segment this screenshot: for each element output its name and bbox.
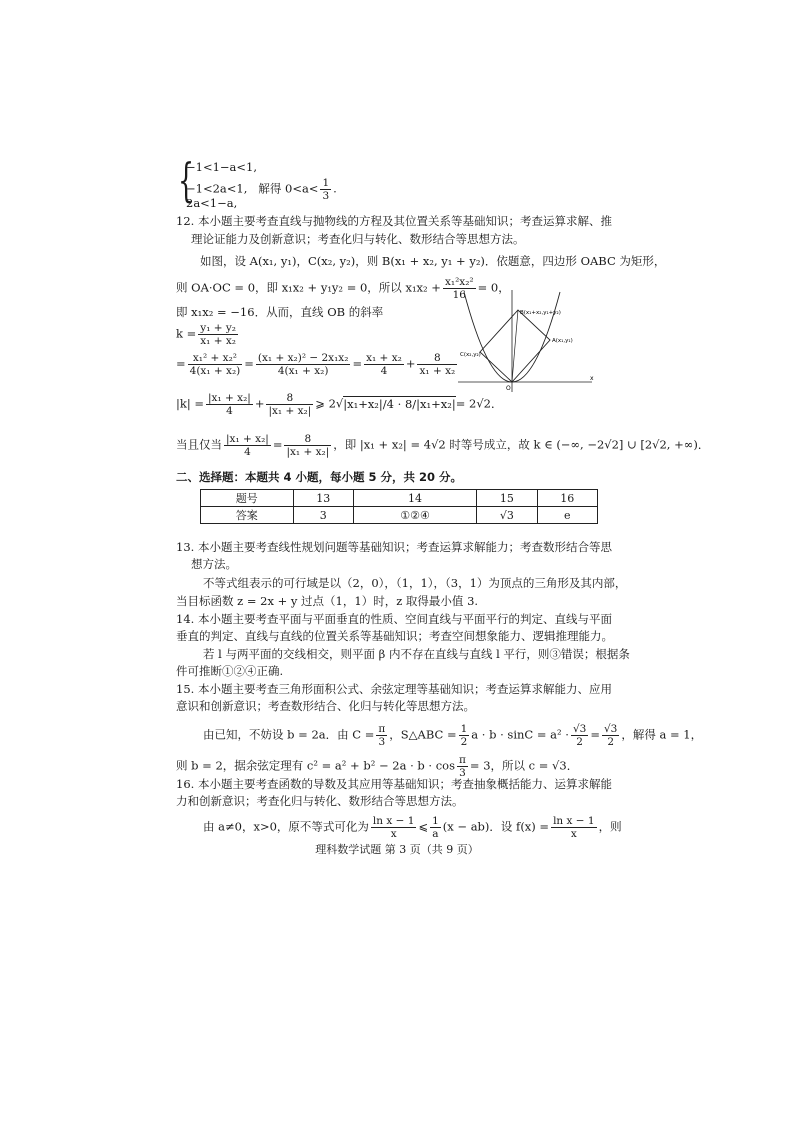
q13-line-4: 当目标函数 z = 2x + y 过点（1，1）时，z 取得最小值 3. (176, 594, 479, 608)
q12-line-3: 如图，设 A(x₁, y₁)，C(x₂, y₂)，则 B(x₁ + x₂, y₁ + y₂)．依题意，四边形 OABC 为矩形， (200, 254, 666, 268)
q12-inequality: |k| = $\frac{\text{|x₁ + x₂|}}{4}$ + $\frac{8}{\text{|x₁ + x₂|}}$ ⩾ 2√|x₁+x₂|/4 · 8/|x₁+x₂|= 2√2． (176, 392, 503, 417)
fraction: $\frac{\text{x₁²x₂²}}{16}$ (444, 276, 474, 301)
q13-line-3: 不等式组表示的可行域是以（2，0），（1，1），（3，1）为顶点的三角形及其内部， (203, 576, 627, 590)
fraction: $\frac{\text{x₁² + x₂²}}{\text{4(x₁ + x₂)}}$ (189, 352, 241, 377)
q12-slope-def: k = $\frac{\text{y₁ + y₂}}{\text{x₁ + x₂}}$ (176, 322, 237, 347)
system-row-1: −1<1−a<1, (186, 160, 258, 174)
fraction: $\frac{\text{(x₁ + x₂)² − 2x₁x₂}}{\text{4(x₁ + x₂)}}$ (257, 352, 349, 377)
parabola-figure (458, 288, 598, 396)
table-cell: e (537, 507, 597, 524)
diagonal-ob (512, 310, 518, 382)
fraction: $\frac{\text{ln x − 1}}{x}$ (372, 815, 415, 840)
q13-line-1: 13. 本小题主要考查线性规划问题等基础知识；考查运算求解能力；考查数形结合等思 (176, 540, 612, 554)
system-row-3: 2a<1−a, (186, 196, 238, 210)
q14-line-2: 垂直的判定、直线与直线的位置关系等基础知识；考查空间想象能力、逻辑推理能力。 (176, 629, 613, 643)
q15-line-3: 由已知，不妨设 b = 2a．由 C = $\frac{\pi}{3}$ ，S△ABC = $\frac{1}{2}$ a · b · sinC = a² · $\frac{√3}{2}$ = $\frac{√3}{2}$ ，解得 a = 1， (203, 723, 703, 748)
label-o: O (506, 385, 511, 392)
fraction: $\frac{\pi}{3}$ (459, 754, 466, 779)
fraction: $\frac{√3}{2}$ (603, 723, 618, 748)
table-cell: √3 (477, 507, 537, 524)
fraction: $\frac{\text{ln x − 1}}{x}$ (553, 815, 595, 840)
table-header-row (201, 490, 598, 507)
fraction: $\frac{\text{y₁ + y₂}}{\text{x₁ + x₂}}$ (200, 322, 237, 347)
fraction: $\frac{1}{a}$ (432, 815, 439, 840)
label-c: C(x₂,y₂) (460, 352, 481, 358)
fraction: $\frac{\pi}{3}$ (378, 723, 386, 748)
q14-line-4: 件可推断①②④正确. (176, 664, 284, 678)
label-x: x (590, 375, 594, 382)
table-cell: 题号 (201, 490, 294, 507)
q12-equality-cond: 当且仅当 $\frac{\text{|x₁ + x₂|}}{4}$ = $\frac{8}{\text{|x₁ + x₂|}}$ ，即 |x₁ + x₂| = 4√2 时等号成立，故 k ∈ (−∞, −2√2] ∪ [2√2, +∞)． (176, 433, 710, 458)
q12-line-5: 即 x₁x₂ = −16．从而，直线 OB 的斜率 (176, 305, 384, 319)
page-footer: 理科数学试题 第 3 页（共 9 页） (315, 843, 479, 856)
label-b: B(x₁+x₂,y₁+y₂) (520, 310, 561, 316)
q16-line-1: 16. 本小题主要考查函数的导数及其应用等基础知识；考查抽象概括能力、运算求解能 (176, 777, 612, 791)
table-cell: 16 (537, 490, 597, 507)
system-row-2: −1<2a<1, 解得 0<a< $\frac{1}{3}$ . (186, 177, 337, 202)
q14-line-3: 若 l 与两平面的交线相交，则平面 β 内不存在直线与直线 l 平行，则③错误；根据条 (203, 647, 630, 661)
q12-line-1: 12. 本小题主要考查直线与抛物线的方程及其位置关系等基础知识；考查运算求解、推 (176, 214, 612, 228)
fraction: $\frac{\text{x₁ + x₂}}{4}$ (366, 352, 402, 377)
fraction: $\frac{8}{\text{|x₁ + x₂|}}$ (268, 392, 312, 417)
fraction: $\frac{1}{3}$ (322, 177, 330, 202)
table-cell: 答案 (201, 507, 294, 524)
q15-line-2: 意识和创新意识；考查数形结合、化归与转化等思想方法。 (176, 699, 475, 713)
q16-line-2: 力和创新意识；考查化归与转化、数形结合等思想方法。 (176, 794, 464, 808)
q15-line-4: 则 b = 2，据余弦定理有 c² = a² + b² − 2a · b · cos $\frac{\pi}{3}$ = 3，所以 c = √3． (176, 754, 579, 779)
q12-line-2: 理论证能力及创新意识；考查化归与转化、数形结合等思想方法。 (191, 232, 525, 246)
fraction: $\frac{8}{\text{|x₁ + x₂|}}$ (286, 433, 330, 458)
q13-line-2: 想方法。 (191, 557, 237, 571)
table-cell: ①②④ (353, 507, 476, 524)
fraction: $\frac{\text{|x₁ + x₂|}}{4}$ (208, 392, 251, 417)
fraction: $\frac{\text{|x₁ + x₂|}}{4}$ (226, 433, 269, 458)
q12-line-4: 则 OA·OC = 0，即 x₁x₂ + y₁y₂ = 0，所以 x₁x₂ + $\frac{\text{x₁²x₂²}}{16}$ = 0， (176, 276, 510, 301)
q12-slope-expand: = $\frac{\text{x₁² + x₂²}}{\text{4(x₁ + x₂)}}$ = $\frac{\text{(x₁ + x₂)² − 2x₁x₂}}{\text{4(x₁ + x₂)}}$ = $\frac{\text{x₁ + x₂}}{4}$ + $\frac{8}{\text{x₁ + x₂}}$ (176, 352, 456, 377)
table-cell: 3 (293, 507, 353, 524)
answer-table (200, 489, 598, 524)
table-row (201, 507, 598, 524)
table-cell: 14 (353, 490, 476, 507)
q16-line-3: 由 a≠0，x>0，原不等式可化为 $\frac{\text{ln x − 1}}{x}$ ⩽ $\frac{1}{a}$ (x − ab)．设 f(x) = $\frac{\text{ln x − 1}}{x}$ ，则 (203, 815, 622, 840)
left-brace: { (178, 153, 195, 207)
fraction: $\frac{√3}{2}$ (572, 723, 587, 748)
q15-line-1: 15. 本小题主要考查三角形面积公式、余弦定理等基础知识；考查运算求解能力、应用 (176, 682, 612, 696)
section-2-heading: 二、选择题：本题共 4 小题，每小题 5 分，共 20 分。 (176, 470, 463, 484)
fraction: $\frac{8}{\text{x₁ + x₂}}$ (419, 352, 456, 377)
table-cell: 15 (477, 490, 537, 507)
label-a: A(x₁,y₁) (552, 338, 573, 344)
fraction: $\frac{1}{2}$ (460, 723, 468, 748)
table-cell: 13 (293, 490, 353, 507)
q14-line-1: 14. 本小题主要考查平面与平面垂直的性质、空间直线与平面平行的判定、直线与平面 (176, 612, 612, 626)
